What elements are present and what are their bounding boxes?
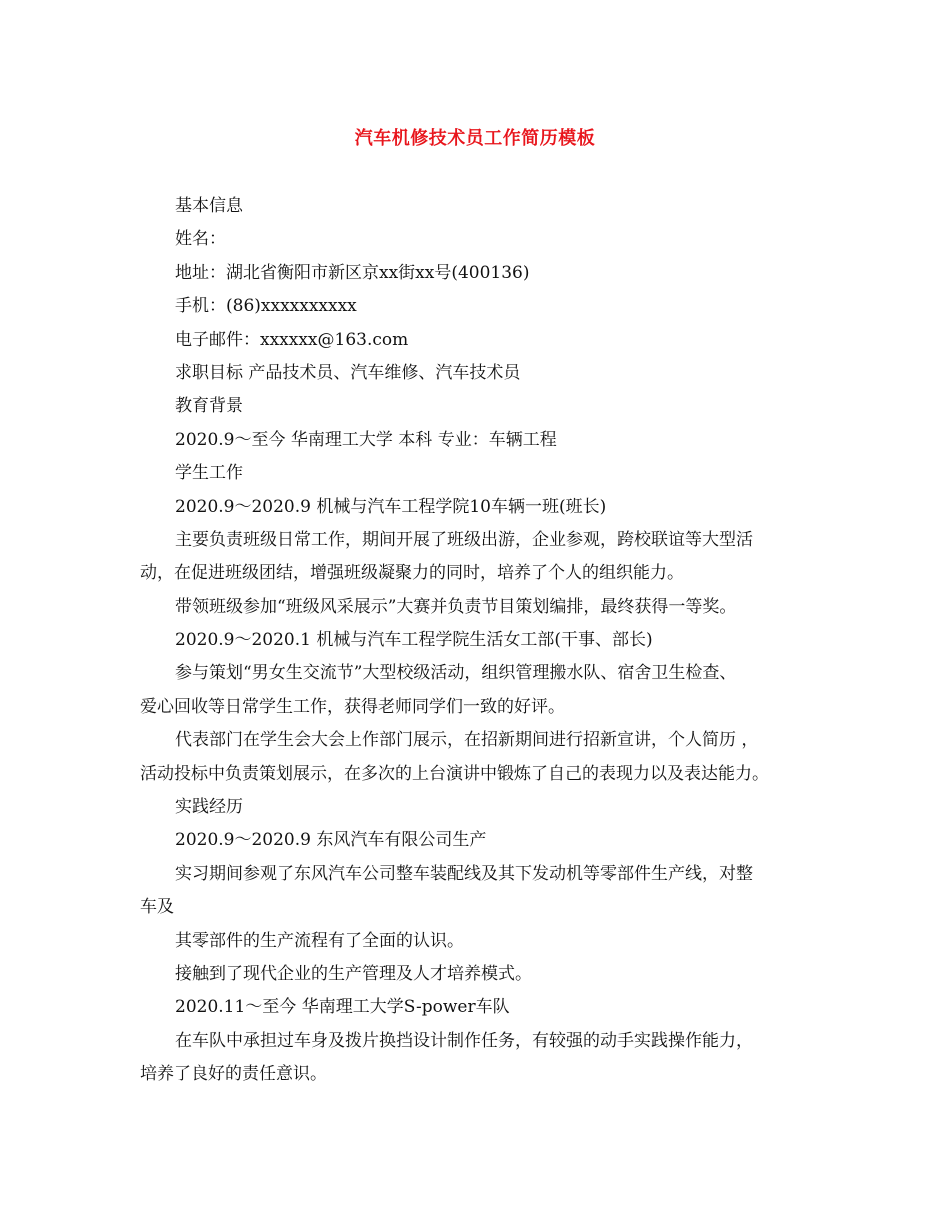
- text-line: 带领班级参加“班级风采展示”大赛并负责节目策划编排，最终获得一等奖。: [175, 596, 737, 617]
- document-body: [140, 190, 830, 1092]
- text-line: 在车队中承担过车身及拨片换挡设计制作任务，有较强的动手实践操作能力，: [175, 1030, 753, 1051]
- text-line: 车及: [140, 897, 174, 918]
- text-line: 学生工作: [175, 463, 243, 484]
- text-line: 动，在促进班级团结，增强班级凝聚力的同时，培养了个人的组织能力。: [140, 563, 684, 584]
- text-line: 2020.9～2020.1 机械与汽车工程学院生活女工部(干事、部长): [175, 630, 653, 651]
- text-line: 爱心回收等日常学生工作，获得老师同学们一致的好评。: [140, 696, 565, 717]
- text-line: 求职目标 产品技术员、汽车维修、汽车技术员: [175, 362, 521, 383]
- text-line: 2020.9～至今 华南理工大学 本科 专业：车辆工程: [175, 429, 557, 450]
- text-line: 2020.9～2020.9 东风汽车有限公司生产: [175, 830, 487, 851]
- text-line: 2020.11～至今 华南理工大学S-power车队: [175, 997, 510, 1018]
- text-line: 参与策划“男女生交流节”大型校级活动，组织管理搬水队、宿舍卫生检查、: [175, 663, 737, 684]
- text-line: 2020.9～2020.9 机械与汽车工程学院10车辆一班(班长): [175, 496, 607, 517]
- text-line: 主要负责班级日常工作，期间开展了班级出游，企业参观，跨校联谊等大型活: [175, 529, 753, 550]
- text-line: 实践经历: [175, 797, 243, 818]
- text-line: 实习期间参观了东风汽车公司整车装配线及其下发动机等零部件生产线，对整: [175, 863, 753, 884]
- text-line: 其零部件的生产流程有了全面的认识。: [175, 930, 464, 951]
- text-line: 培养了良好的责任意识。: [140, 1064, 327, 1085]
- text-line: 基本信息: [175, 196, 243, 216]
- text-line: 教育背景: [175, 396, 243, 417]
- text-line: 代表部门在学生会大会上作部门展示，在招新期间进行招新宣讲，个人简历 ，: [175, 730, 759, 751]
- text-line: 活动投标中负责策划展示，在多次的上台演讲中锻炼了自己的表现力以及表达能力。: [140, 763, 769, 784]
- text-line: 姓名：: [175, 229, 226, 250]
- text-line: 电子邮件：xxxxxx@163.com: [175, 329, 409, 350]
- document-title: 汽车机修技术员工作简历模板: [354, 128, 596, 149]
- text-line: 手机：(86)xxxxxxxxxx: [175, 296, 357, 317]
- text-line: 地址：湖北省衡阳市新区京xx街xx号(400136): [175, 262, 530, 283]
- text-line: 接触到了现代企业的生产管理及人才培养模式。: [175, 963, 532, 984]
